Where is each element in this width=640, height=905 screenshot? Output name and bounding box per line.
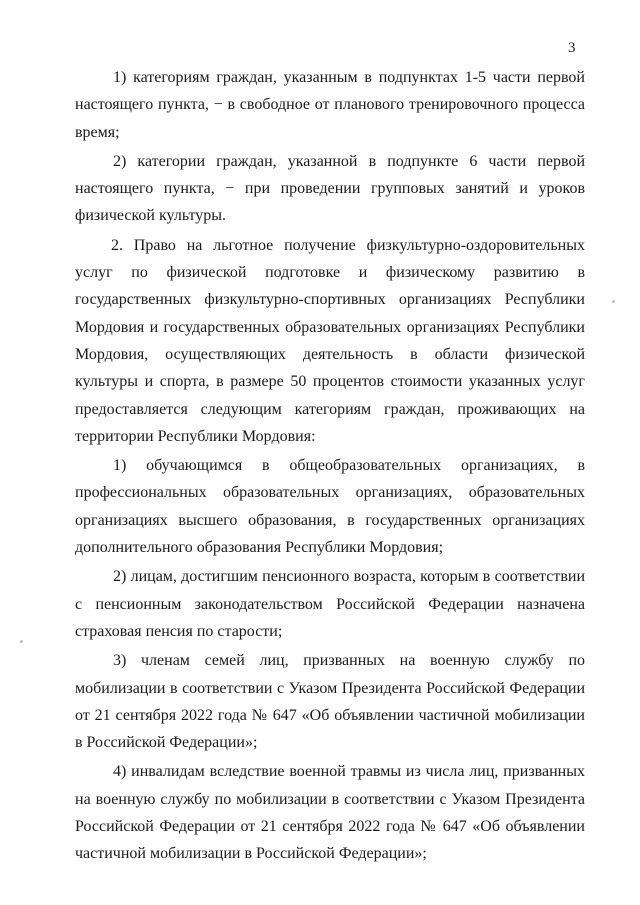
page-number: 3 bbox=[568, 40, 576, 56]
paragraph-section-2: 2. Право на льготное получение физкультурно-оздоровительных услуг по физической подготовке и физическому развитию в государственных физкультурно-спортивных организациях Республики Мордовия и государственных образовательных организациях Республики Мордовия, осуществляющих деятельность в области физической культуры и спорта, в размере 50 процентов стоимости указанных услуг предоставляется следующим категориям граждан, проживающих на территории Республики Мордовия: bbox=[75, 236, 585, 445]
document-body bbox=[75, 64, 585, 870]
paragraph-subitem-3: 3) членам семей лиц, призванных на военную службу по мобилизации в соответствии с Указом Президента Российской Федерации от 21 сентября 2022 года № 647 «Об объявлении частичной мобилизации в Российской Федерации»; bbox=[75, 652, 585, 752]
paragraph-item-2: 2) категории граждан, указанной в подпункте 6 части первой настоящего пункта, − при проведении групповых занятий и уроков физической культуры. bbox=[75, 152, 585, 225]
paragraph-subitem-1: 1) обучающимся в общеобразовательных организациях, в профессиональных образовательных организациях, образовательных организациях высшего образования, в государственных организациях дополнительного образования Республики Мордовия; bbox=[75, 457, 585, 557]
scan-speck bbox=[20, 640, 23, 643]
paragraph-item-1: 1) категориям граждан, указанным в подпунктах 1-5 части первой настоящего пункта, − в свободное от планового тренировочного процесса время; bbox=[75, 69, 585, 141]
paragraph-subitem-2: 2) лицам, достигшим пенсионного возраста, которым в соответствии с пенсионным законодательством Российской Федерации назначена страховая пенсия по старости; bbox=[75, 568, 585, 640]
scan-speck bbox=[612, 300, 615, 303]
paragraph-subitem-4: 4) инвалидам вследствие военной травмы из числа лиц, призванных на военную службу по мобилизации в соответствии с Указом Президента Российской Федерации от 21 сентября 2022 года № 647 «Об объявлении частичной мобилизации в Российской Федерации»; bbox=[75, 763, 585, 863]
